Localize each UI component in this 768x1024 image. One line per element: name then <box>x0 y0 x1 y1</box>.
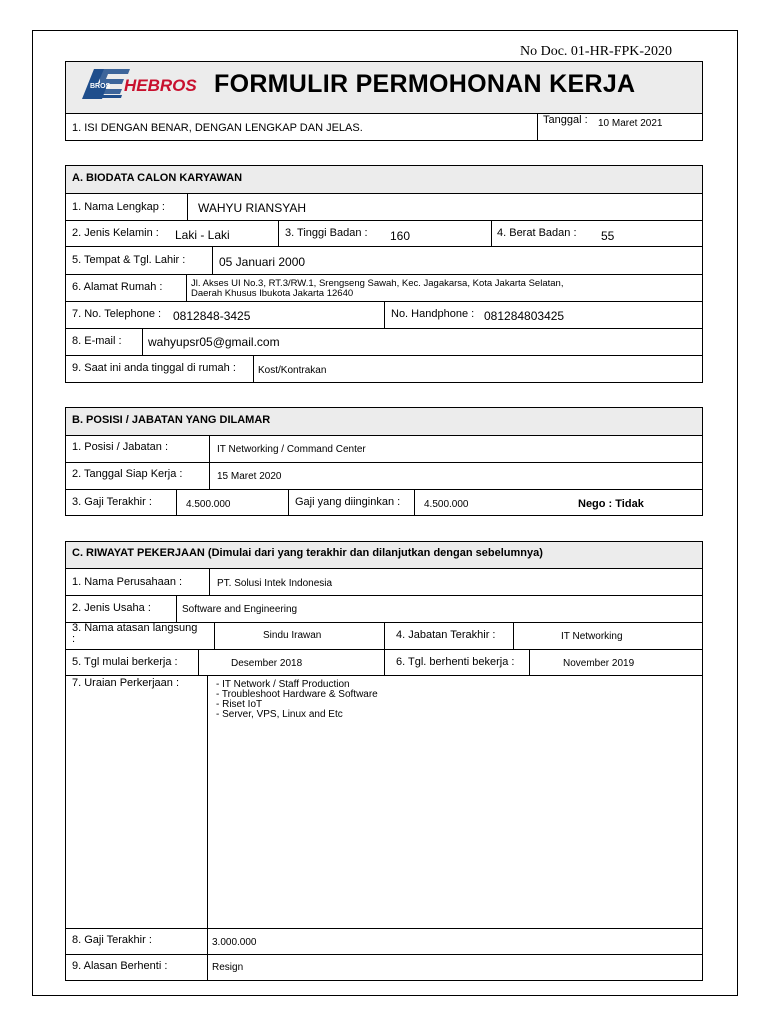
divider <box>414 489 415 516</box>
tinggi-badan-value: 160 <box>390 229 411 243</box>
divider <box>142 328 143 355</box>
svg-text:HEBROS: HEBROS <box>124 76 197 95</box>
jabatan-terakhir-label: 4. Jabatan Terakhir : <box>396 629 496 641</box>
tgl-mulai-value: Desember 2018 <box>231 658 303 669</box>
jenis-usaha-label: 2. Jenis Usaha : <box>72 602 151 614</box>
divider <box>65 462 703 463</box>
atasan-value: Sindu Irawan <box>263 630 322 641</box>
hebros-logo-icon <box>78 65 212 103</box>
uraian-item: - Riset IoT <box>216 699 263 710</box>
divider <box>65 435 703 436</box>
gaji-terakhir-c-value: 3.000.000 <box>212 937 257 948</box>
siap-kerja-label: 2. Tanggal Siap Kerja : <box>72 468 183 480</box>
uraian-label: 7. Uraian Perkerjaan : <box>72 677 179 689</box>
tinggi-badan-label: 3. Tinggi Badan : <box>285 227 368 239</box>
nego-text: Nego : Tidak <box>578 498 644 510</box>
jenis-kelamin-value: Laki - Laki <box>175 228 230 242</box>
divider <box>65 568 703 569</box>
ttl-label: 5. Tempat & Tgl. Lahir : <box>72 254 186 266</box>
email-value: wahyupsr05@gmail.com <box>148 335 280 349</box>
divider <box>65 489 703 490</box>
divider <box>207 675 208 981</box>
jabatan-terakhir-value: IT Networking <box>561 631 623 642</box>
gaji-terakhir-c-label: 8. Gaji Terakhir : <box>72 934 152 946</box>
perusahaan-value: PT. Solusi Intek Indonesia <box>217 578 333 589</box>
berat-badan-value: 55 <box>601 229 615 243</box>
ttl-value: 05 Januari 2000 <box>219 255 306 269</box>
section-c-header: C. RIWAYAT PEKERJAAN (Dimulai dari yang terakhir dan dilanjutkan dengan sebelumnya) <box>72 547 543 559</box>
divider <box>65 220 703 221</box>
nama-label: 1. Nama Lengkap : <box>72 201 165 213</box>
handphone-value: 081284803425 <box>484 309 565 323</box>
gaji-diinginkan-label: Gaji yang diinginkan : <box>295 496 401 508</box>
divider <box>513 622 514 649</box>
perusahaan-label: 1. Nama Perusahaan : <box>72 576 183 588</box>
atasan-label: 3. Nama atasan langsung <box>72 622 198 634</box>
svg-text:BROS: BROS <box>90 83 111 90</box>
divider <box>253 355 254 383</box>
gaji-terakhir-value: 4.500.000 <box>186 499 231 510</box>
divider <box>65 274 703 275</box>
tinggal-value: Kost/Kontrakan <box>258 365 327 376</box>
divider <box>65 595 703 596</box>
divider <box>186 274 187 301</box>
tgl-mulai-label: 5. Tgl mulai berkerja : <box>72 656 178 668</box>
berat-badan-label: 4. Berat Badan : <box>497 227 577 239</box>
gaji-terakhir-label: 3. Gaji Terakhir : <box>72 496 152 508</box>
alasan-value: Resign <box>212 962 244 973</box>
divider <box>209 435 210 489</box>
nama-value: WAHYU RIANSYAH <box>198 201 307 215</box>
doc-number: No Doc. 01-HR-FPK-2020 <box>520 44 673 59</box>
divider <box>278 220 279 246</box>
divider <box>491 220 492 246</box>
divider <box>65 928 703 929</box>
gaji-diinginkan-value: 4.500.000 <box>424 499 469 510</box>
tinggal-label: 9. Saat ini anda tinggal di rumah : <box>72 362 236 374</box>
tanggal-value: 10 Maret 2021 <box>598 118 663 129</box>
uraian-item: - IT Network / Staff Production <box>216 679 350 690</box>
divider <box>65 954 703 955</box>
alasan-label: 9. Alasan Berhenti : <box>72 960 168 972</box>
divider <box>198 649 199 675</box>
divider <box>65 328 703 329</box>
section-a-header: A. BIODATA CALON KARYAWAN <box>72 172 243 184</box>
divider <box>65 193 703 194</box>
divider <box>384 622 385 675</box>
tgl-berhenti-label: 6. Tgl. berhenti bekerja : <box>396 656 515 668</box>
divider <box>209 568 210 595</box>
instruction-text: 1. ISI DENGAN BENAR, DENGAN LENGKAP DAN JELAS. <box>72 122 363 134</box>
divider <box>187 193 188 220</box>
handphone-label: No. Handphone : <box>391 308 475 320</box>
divider <box>65 675 703 676</box>
divider <box>65 246 703 247</box>
section-c <box>65 541 703 981</box>
telephone-value: 0812848-3425 <box>173 309 251 323</box>
uraian-item: - Troubleshoot Hardware & Software <box>216 689 378 700</box>
divider <box>529 649 530 675</box>
jenis-usaha-value: Software and Engineering <box>182 604 298 615</box>
section-b-header: B. POSISI / JABATAN YANG DILAMAR <box>72 414 271 426</box>
jenis-kelamin-label: 2. Jenis Kelamin : <box>72 227 159 239</box>
divider <box>214 622 215 649</box>
alamat-value-line1: Jl. Akses UI No.3, RT.3/RW.1, Srengseng Sawah, Kec. Jagakarsa, Kota Jakarta Selatan, <box>191 278 564 289</box>
divider <box>212 246 213 274</box>
tgl-berhenti-value: November 2019 <box>563 658 635 669</box>
divider <box>288 489 289 516</box>
form-title: FORMULIR PERMOHONAN KERJA <box>214 70 636 98</box>
uraian-item: - Server, VPS, Linux and Etc <box>216 709 343 720</box>
alamat-label: 6. Alamat Rumah : <box>72 281 163 293</box>
tanggal-label: Tanggal : <box>543 114 588 126</box>
email-label: 8. E-mail : <box>72 335 122 347</box>
company-logo <box>78 65 212 103</box>
siap-kerja-value: 15 Maret 2020 <box>217 471 282 482</box>
posisi-value: IT Networking / Command Center <box>217 444 366 455</box>
telephone-label: 7. No. Telephone : <box>72 308 162 320</box>
divider <box>176 489 177 516</box>
divider <box>384 301 385 328</box>
divider <box>176 595 177 622</box>
divider <box>65 355 703 356</box>
alamat-value-line2: Daerah Khusus Ibukota Jakarta 12640 <box>191 288 354 299</box>
atasan-label-colon: : <box>72 633 76 645</box>
posisi-label: 1. Posisi / Jabatan : <box>72 441 168 453</box>
divider <box>537 113 538 141</box>
